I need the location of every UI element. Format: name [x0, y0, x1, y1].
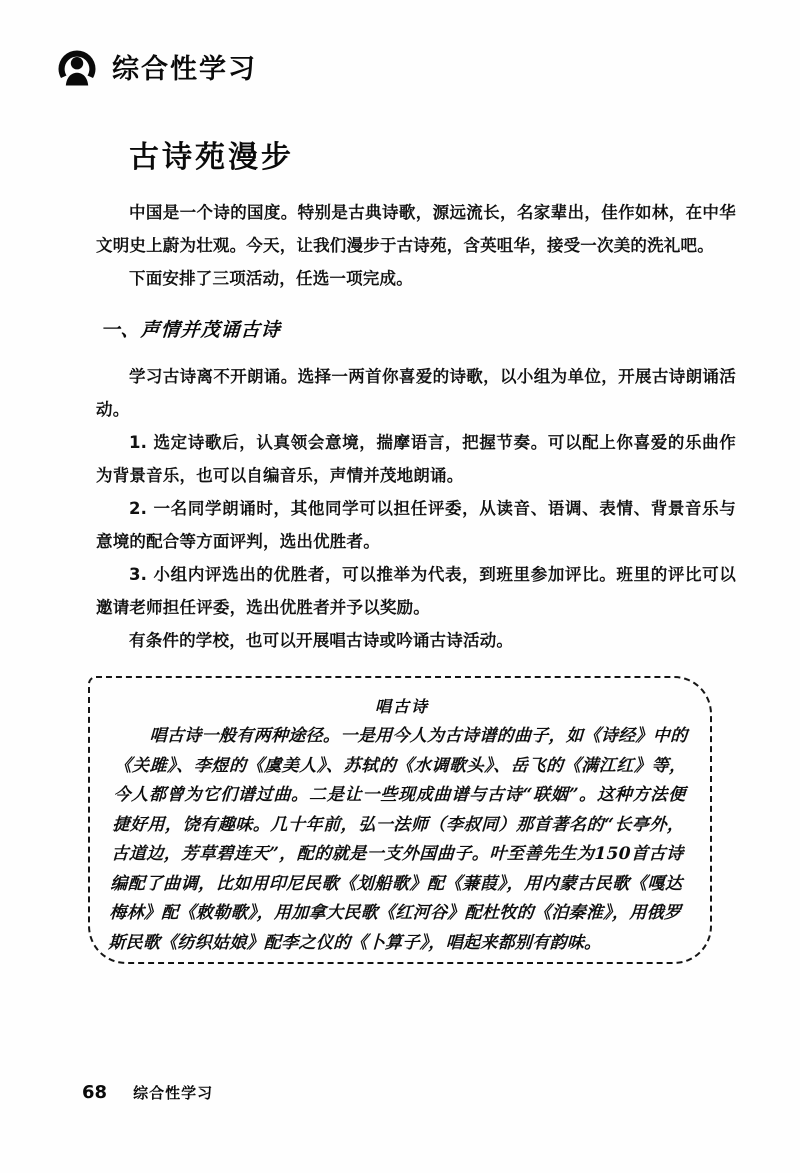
- spacer: [96, 295, 736, 313]
- sidebar-note-box: [88, 676, 712, 964]
- person-in-circle-icon: [56, 48, 98, 90]
- note-box-content: [107, 692, 688, 958]
- page-number: 68: [82, 1082, 108, 1103]
- section-heading-1: 一、声情并茂诵古诗: [100, 319, 282, 341]
- page-header: [56, 48, 257, 90]
- intro-paragraph-2: 下面安排了三项活动，任选一项完成。: [129, 269, 413, 288]
- section-step-3: 3. 小组内评选出的优胜者，可以推举为代表，到班里参加评比。班里的评比可以邀请老师担任评委，选出优胜者并予以奖励。: [96, 565, 736, 617]
- page-title: 古诗苑漫步: [129, 140, 294, 176]
- header-section-label: 综合性学习: [112, 53, 257, 85]
- section-step-2: 2. 一名同学朗诵时，其他同学可以担任评委，从读音、语调、表情、背景音乐与意境的配合等方面评判，选出优胜者。: [96, 499, 736, 551]
- page-footer: [82, 1082, 213, 1103]
- footer-running-title: 综合性学习: [133, 1084, 214, 1102]
- content-column: [96, 196, 736, 657]
- note-box-title: 唱古诗: [374, 697, 429, 716]
- section-paragraph-closing: 有条件的学校，也可以开展唱古诗或吟诵古诗活动。: [129, 631, 514, 650]
- intro-paragraph-1: 中国是一个诗的国度。特别是古典诗歌，源远流长，名家辈出，佳作如林，在中华文明史上蔚为壮观。今天，让我们漫步于古诗苑，含英咀华，接受一次美的洗礼吧。: [96, 203, 736, 255]
- section-step-1: 1. 选定诗歌后，认真领会意境，揣摩语言，把握节奏。可以配上你喜爱的乐曲作为背景音乐，也可以自编音乐，声情并茂地朗诵。: [96, 433, 736, 485]
- section-paragraph-intro: 学习古诗离不开朗诵。选择一两首你喜爱的诗歌，以小组为单位，开展古诗朗诵活动。: [96, 367, 736, 419]
- note-box-body: 唱古诗一般有两种途径。一是用今人为古诗谱的曲子，如《诗经》中的《关雎》、李煜的《虞美人》、苏轼的《水调歌头》、岳飞的《满江红》等，今人都曾为它们谱过曲。二是让一些现成曲谱与古诗“联姻”。这种方法便捷好用，饶有趣味。几十年前，弘一法师（李叔同）那首著名的“长亭外，古道边，芳草碧连天”，配的就是一支外国曲子。叶至善先生为150首古诗编配了曲调，比如用印尼民歌《划船歌》配《蒹葭》，用内蒙古民歌《嘎达梅林》配《敕勒歌》，用加拿大民歌《红河谷》配杜牧的《泊秦淮》，用俄罗斯民歌《纺织姑娘》配李之仪的《卜算子》，唱起来都别有韵味。: [107, 726, 688, 953]
- spacer: [96, 347, 736, 360]
